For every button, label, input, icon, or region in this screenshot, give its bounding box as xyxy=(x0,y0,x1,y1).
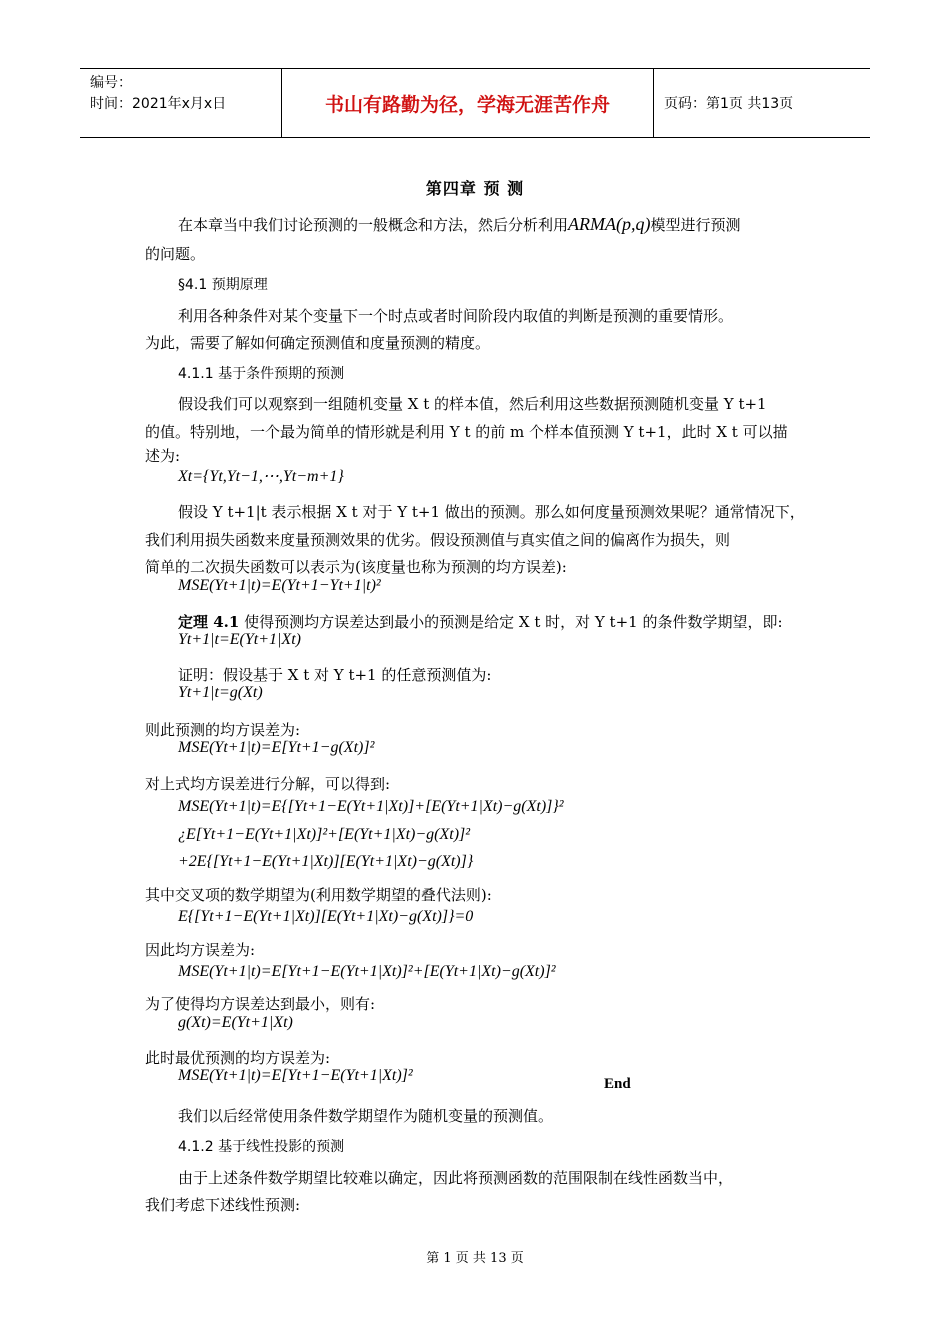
theorem-text: 使得预测均方误差达到最小的预测是给定 X t 时，对 Y t+1 的条件数学期望，即: xyxy=(239,613,783,631)
equation-2: MSE(Yt+1|t)=E(Yt+1−Yt+1|t)² xyxy=(178,577,381,594)
paragraph-1a: 利用各种条件对某个变量下一个时点或者时间阶段内取值的判断是预测的重要情形。 xyxy=(178,307,734,325)
intro-line-2: 的问题。 xyxy=(145,245,206,263)
intro-text: 在本章当中我们讨论预测的一般概念和方法，然后分析利用 xyxy=(178,216,569,234)
equation-5: MSE(Yt+1|t)=E[Yt+1−g(Xt)]² xyxy=(178,739,375,756)
equation-4: Yt+1|t=g(Xt) xyxy=(178,684,263,701)
paragraph-5a: 由于上述条件数学期望比较难以确定，因此将预测函数的范围限制在线性函数当中， xyxy=(178,1169,734,1187)
arma-math: ARMA(p,q) xyxy=(568,214,651,234)
equation-11: g(Xt)=E(Yt+1|Xt) xyxy=(178,1014,293,1031)
number-label: 编号： xyxy=(90,75,132,91)
header-motto: 书山有路勤为径，学海无涯苦作舟 xyxy=(282,69,654,137)
equation-1: Xt={Yt,Yt−1,⋯,Yt−m+1} xyxy=(178,468,344,485)
paragraph-3c: 简单的二次损失函数可以表示为(该度量也称为预测的均方误差): xyxy=(145,558,567,576)
paragraph-2b: 的值。特别地，一个最为简单的情形就是利用 Y t 的前 m 个样本值预测 Y t+1，此时 X t 可以描 xyxy=(145,423,788,441)
equation-8: +2E{[Yt+1−E(Yt+1|Xt)][E(Yt+1|Xt)−g(Xt)]} xyxy=(178,853,474,870)
paragraph-2c: 述为: xyxy=(145,447,181,465)
page-footer: 第 1 页 共 13 页 xyxy=(426,1251,524,1266)
equation-9: E{[Yt+1−E(Yt+1|Xt)][E(Yt+1|Xt)−g(Xt)]}=0 xyxy=(178,908,474,925)
end-label: End xyxy=(604,1076,631,1092)
paragraph-3b: 我们利用损失函数来度量预测效果的优劣。假设预测值与真实值之间的偏离作为损失，则 xyxy=(145,531,731,549)
intro-text-end: 模型进行预测 xyxy=(650,216,741,234)
paragraph-2a: 假设我们可以观察到一组随机变量 X t 的样本值，然后利用这些数据预测随机变量 Y t+1 xyxy=(178,395,767,413)
paragraph-5b: 我们考虑下述线性预测: xyxy=(145,1196,301,1214)
section-4-1-2: 4.1.2 基于线性投影的预测 xyxy=(178,1139,345,1155)
equation-10: MSE(Yt+1|t)=E[Yt+1−E(Yt+1|Xt)]²+[E(Yt+1|Xt)−g(Xt)]² xyxy=(178,963,556,980)
hence-line: 因此均方误差为: xyxy=(145,941,256,959)
theorem-label: 定理 4.1 xyxy=(178,613,240,631)
header-page-info: 页码：第1页 共13页 xyxy=(664,96,794,112)
intro-line-1 xyxy=(178,214,741,235)
minimize-line: 为了使得均方误差达到最小，则有: xyxy=(145,995,376,1013)
equation-12: MSE(Yt+1|t)=E[Yt+1−E(Yt+1|Xt)]² xyxy=(178,1067,413,1084)
chapter-title: 第四章 预 测 xyxy=(425,179,525,198)
header-meta xyxy=(80,69,282,137)
paragraph-3a: 假设 Y t+1|t 表示根据 X t 对于 Y t+1 做出的预测。那么如何度量预测效果呢？通常情况下， xyxy=(178,503,805,521)
page-header xyxy=(80,68,870,138)
proof-line: 证明：假设基于 X t 对 Y t+1 的任意预测值为: xyxy=(178,666,492,684)
section-4-1-1: 4.1.1 基于条件预期的预测 xyxy=(178,366,345,382)
section-4-1: §4.1 预期原理 xyxy=(178,277,268,293)
mse-line: 则此预测的均方误差为: xyxy=(145,721,301,739)
decomposition-line: 对上式均方误差进行分解，可以得到: xyxy=(145,775,391,793)
paragraph-4: 我们以后经常使用条件数学期望作为随机变量的预测值。 xyxy=(178,1107,554,1125)
theorem-4-1 xyxy=(178,612,783,632)
equation-3: Yt+1|t=E(Yt+1|Xt) xyxy=(178,631,301,648)
optimal-line: 此时最优预测的均方误差为: xyxy=(145,1049,331,1067)
equation-6: MSE(Yt+1|t)=E{[Yt+1−E(Yt+1|Xt)]+[E(Yt+1|Xt)−g(Xt)]}² xyxy=(178,798,564,815)
time-label: 时间：2021年x月x日 xyxy=(90,96,227,112)
paragraph-1b: 为此，需要了解如何确定预测值和度量预测的精度。 xyxy=(145,334,491,352)
cross-term-line: 其中交叉项的数学期望为(利用数学期望的叠代法则): xyxy=(145,886,492,904)
equation-7: ¿E[Yt+1−E(Yt+1|Xt)]²+[E(Yt+1|Xt)−g(Xt)]² xyxy=(178,826,471,843)
